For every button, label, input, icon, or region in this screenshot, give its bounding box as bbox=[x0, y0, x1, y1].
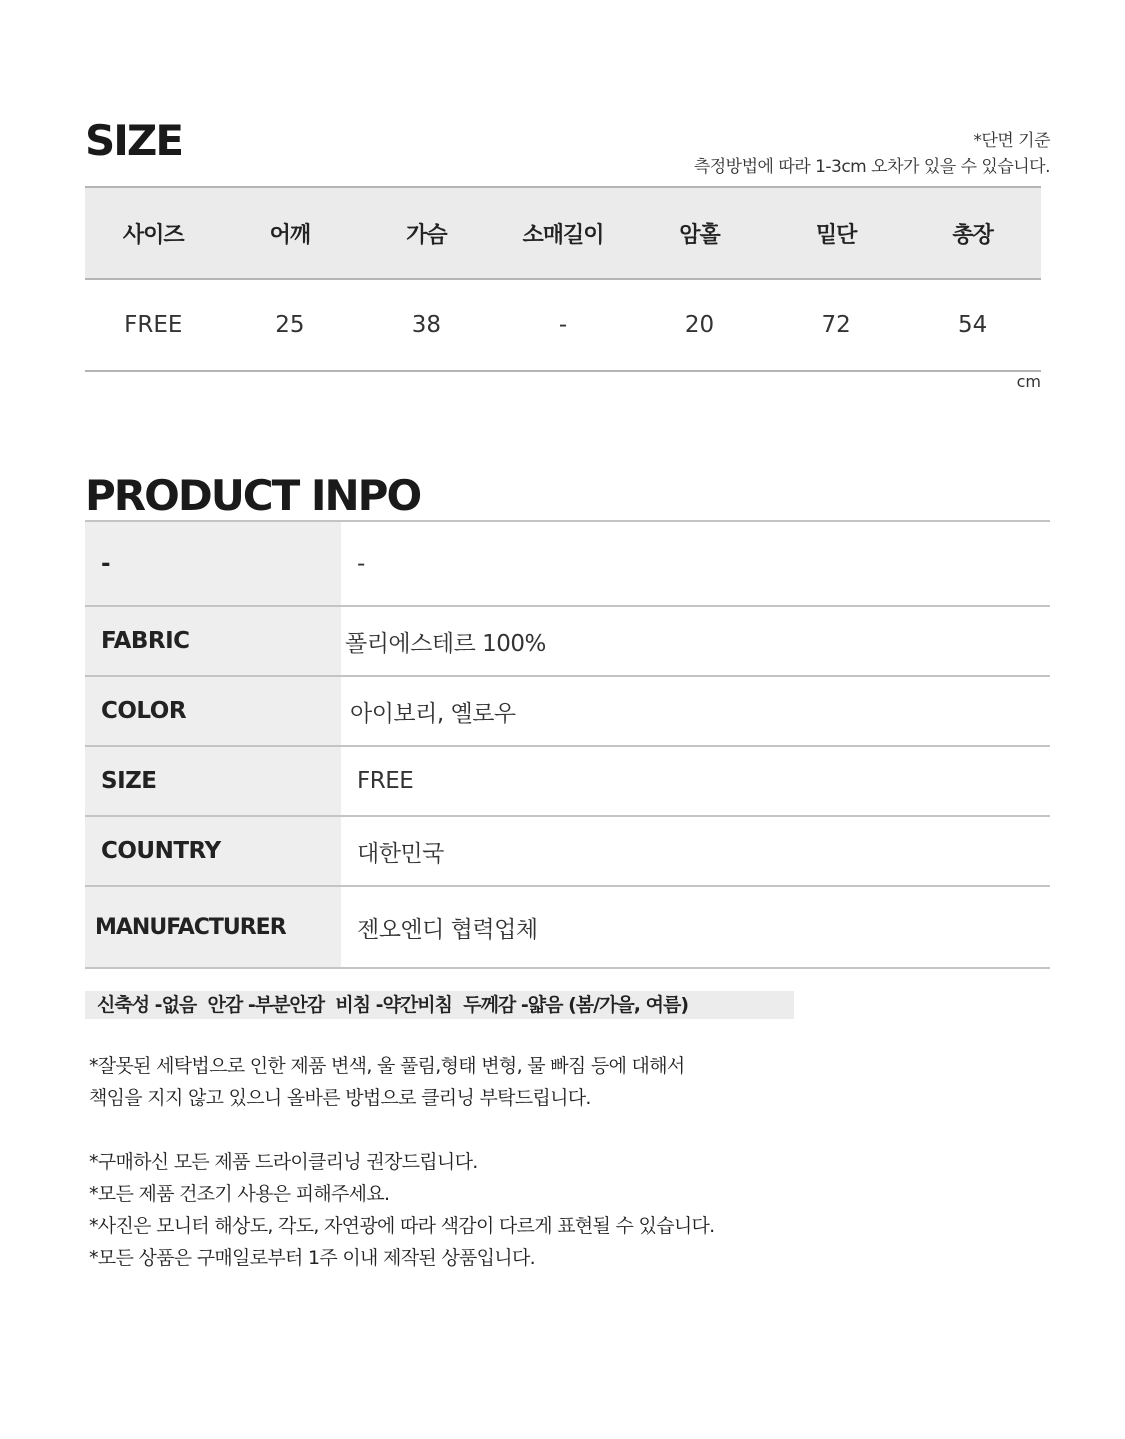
care-tip: *모든 제품 건조기 사용은 피해주세요. bbox=[89, 1183, 390, 1205]
size-value-cell: 20 bbox=[631, 279, 768, 371]
measurement-note-line2: 측정방법에 따라 1-3cm 오차가 있을 수 있습니다. bbox=[693, 157, 1050, 177]
info-label: MANUFACTURER bbox=[85, 886, 341, 968]
size-value-cell: 54 bbox=[904, 279, 1041, 371]
size-header-cell: 암홀 bbox=[631, 187, 768, 279]
info-value: FREE bbox=[357, 768, 414, 794]
info-row bbox=[85, 816, 1050, 886]
info-row bbox=[85, 886, 1050, 968]
info-label: - bbox=[85, 521, 341, 606]
info-value: 아이보리, 옐로우 bbox=[350, 700, 516, 727]
notes-spacer bbox=[89, 1114, 715, 1146]
size-title: SIZE bbox=[85, 116, 183, 165]
info-label: SIZE bbox=[85, 746, 341, 816]
info-value: 젠오엔디 협력업체 bbox=[357, 916, 538, 943]
size-table bbox=[85, 186, 1041, 372]
info-label: FABRIC bbox=[85, 606, 341, 676]
care-tip: *사진은 모니터 해상도, 각도, 자연광에 따라 색감이 다르게 표현될 수 있습니다. bbox=[89, 1215, 715, 1237]
info-value: - bbox=[357, 550, 365, 577]
care-note-line: *잘못된 세탁법으로 인한 제품 변색, 울 풀림,형태 변형, 물 빠짐 등에 대해서 bbox=[89, 1055, 685, 1077]
size-value-cell: 72 bbox=[768, 279, 905, 371]
size-value-cell: 38 bbox=[358, 279, 495, 371]
size-value-cell: - bbox=[495, 279, 632, 371]
info-value: 폴리에스테르 100% bbox=[345, 630, 546, 657]
size-table-header bbox=[85, 187, 1041, 279]
size-header-cell: 총장 bbox=[904, 187, 1041, 279]
info-row bbox=[85, 606, 1050, 676]
measurement-note-line1: *단면 기준 bbox=[973, 131, 1050, 151]
size-header-cell: 사이즈 bbox=[85, 187, 222, 279]
info-label: COUNTRY bbox=[85, 816, 341, 886]
info-value: 대한민국 bbox=[357, 840, 444, 867]
info-row bbox=[85, 676, 1050, 746]
fabric-traits-bar: 신축성 -없음 안감 -부분안감 비침 -약간비침 두께감 -얇음 (봄/가을, 여름) bbox=[85, 991, 794, 1019]
care-note-line: 책임을 지지 않고 있으니 올바른 방법으로 클리닝 부탁드립니다. bbox=[89, 1087, 591, 1109]
info-row bbox=[85, 746, 1050, 816]
measurement-note bbox=[694, 128, 1050, 180]
size-table-row bbox=[85, 279, 1041, 371]
unit-label: cm bbox=[1016, 372, 1041, 391]
size-header-cell: 밑단 bbox=[768, 187, 905, 279]
size-header-cell: 소매길이 bbox=[495, 187, 632, 279]
care-tip: *구매하신 모든 제품 드라이클리닝 권장드립니다. bbox=[89, 1151, 478, 1173]
care-notes bbox=[89, 1050, 715, 1274]
info-label: COLOR bbox=[85, 676, 341, 746]
info-row bbox=[85, 521, 1050, 606]
care-tip: *모든 상품은 구매일로부터 1주 이내 제작된 상품입니다. bbox=[89, 1247, 535, 1269]
size-header-cell: 어깨 bbox=[222, 187, 359, 279]
size-value-cell: 25 bbox=[222, 279, 359, 371]
product-info-title: PRODUCT INPO bbox=[85, 471, 421, 520]
product-info-table bbox=[85, 520, 1050, 969]
size-header-cell: 가슴 bbox=[358, 187, 495, 279]
size-value-cell: FREE bbox=[85, 279, 222, 371]
